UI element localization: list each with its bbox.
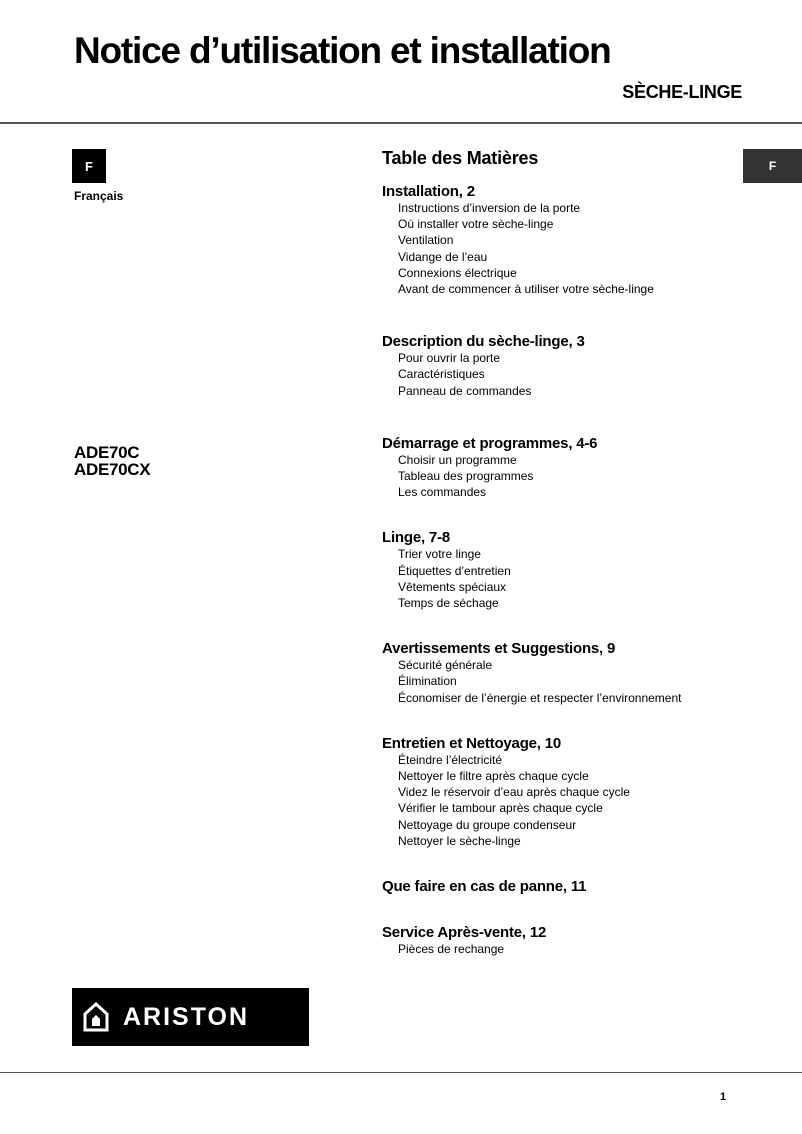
toc-section [382,435,782,501]
toc-item: Où installer votre sèche-linge [398,217,554,232]
toc-item: Élimination [398,674,457,689]
toc-item: Tableau des programmes [398,469,534,484]
toc-item: Nettoyer le sèche-linge [398,833,521,848]
toc-item: Nettoyage du groupe condenseur [398,817,577,832]
toc-item: Videz le réservoir d’eau après chaque cycle [398,785,630,800]
toc-item: Pour ouvrir la porte [398,351,501,366]
toc-item: Connexions électrique [398,265,517,280]
toc-section-heading: Description du sèche-linge, 3 [382,333,585,351]
toc-section [382,333,782,399]
header-divider [0,122,802,124]
language-tab: F [743,149,802,183]
product-type: SÈCHE-LINGE [622,82,742,102]
toc-section [382,878,782,895]
toc-item: Panneau de commandes [398,383,532,398]
ariston-logo [72,988,309,1046]
toc-item: Vérifier le tambour après chaque cycle [398,801,603,816]
page-number: 1 [720,1091,727,1103]
model-list [74,444,150,478]
footer-divider [0,1072,802,1073]
toc-item: Ventilation [398,233,454,248]
toc-section-heading: Avertissements et Suggestions, 9 [382,640,616,658]
toc-title: Table des Matières [382,148,539,168]
toc-item: Nettoyer le filtre après chaque cycle [398,769,589,784]
toc-section-heading: Que faire en cas de panne, 11 [382,878,587,896]
toc-section-heading: Démarrage et programmes, 4-6 [382,434,598,452]
toc-item: Vêtements spéciaux [398,579,507,594]
toc-item: Vidange de l’eau [398,249,488,264]
toc-item: Temps de séchage [398,596,499,611]
model-name: ADE70C [74,443,140,462]
toc-item: Étiquettes d’entretien [398,563,511,578]
language-label: Français [74,189,124,203]
toc-item: Sécurité générale [398,658,493,673]
table-of-contents [382,148,782,957]
model-name: ADE70CX [74,460,151,479]
toc-section [382,735,782,849]
toc-section [382,640,782,706]
toc-section-heading: Entretien et Nettoyage, 10 [382,734,562,752]
toc-section [382,183,782,297]
toc-section [382,529,782,611]
toc-item: Instructions d’inversion de la porte [398,201,581,215]
document-title: Notice d’utilisation et installation [74,30,611,71]
toc-item: Avant de commencer à utiliser votre sèche-linge [398,282,654,297]
toc-item: Économiser de l’énergie et respecter l’environnement [398,690,682,705]
toc-item: Éteindre l’électricité [398,752,503,767]
toc-item: Caractéristiques [398,367,485,382]
brand-name: ARISTON [123,1002,250,1031]
language-badge: F [72,149,106,183]
toc-item: Pièces de rechange [398,942,505,957]
toc-section-heading: Installation, 2 [382,183,475,200]
house-icon [83,1002,109,1032]
toc-section-heading: Linge, 7-8 [382,529,451,547]
toc-item: Les commandes [398,485,487,500]
toc-item: Choisir un programme [398,452,517,467]
toc-section [382,924,782,957]
toc-item: Trier votre linge [398,547,481,562]
toc-section-heading: Service Après-vente, 12 [382,924,547,942]
